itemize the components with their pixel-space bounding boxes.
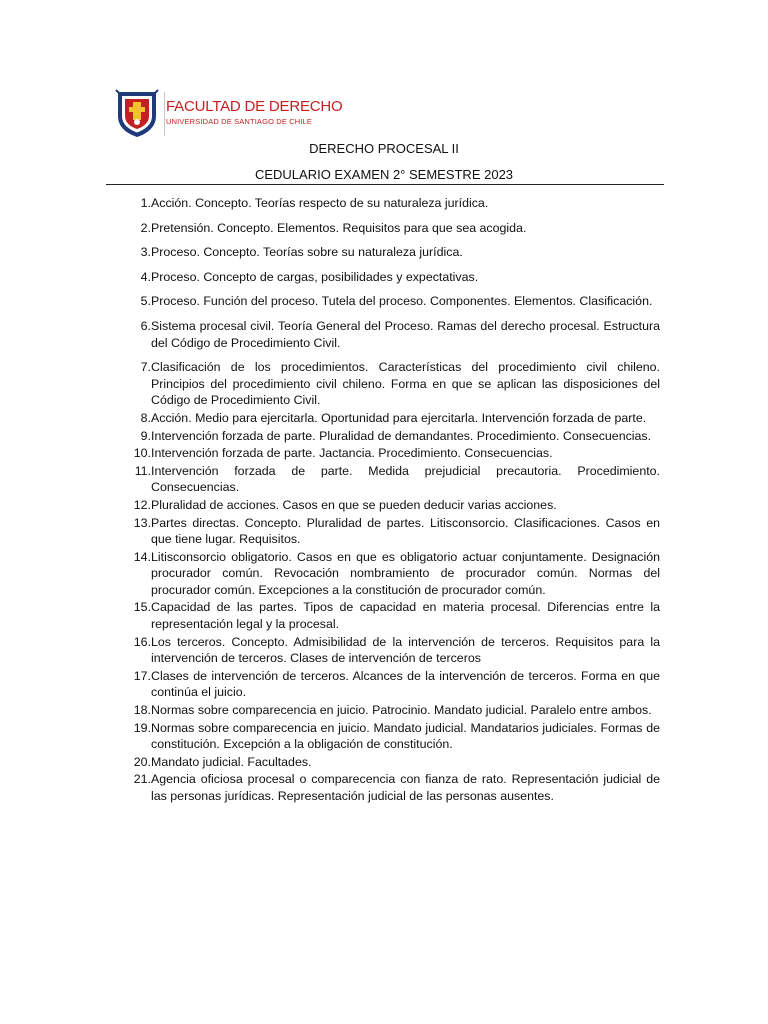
item-text: Proceso. Función del proceso. Tutela del proceso. Componentes. Elementos. Clasificación. bbox=[151, 294, 653, 309]
list-item bbox=[106, 515, 660, 548]
item-text: Acción. Concepto. Teorías respecto de su naturaleza jurídica. bbox=[151, 196, 489, 210]
item-number: 4. bbox=[140, 269, 151, 284]
item-text: Clases de intervención de terceros. Alcances de la intervención de terceros. Forma en que continúa el juicio. bbox=[151, 668, 660, 700]
list-item bbox=[106, 318, 660, 351]
list-item bbox=[106, 463, 660, 496]
list-item bbox=[106, 668, 660, 701]
list-item bbox=[106, 720, 660, 753]
list-item bbox=[106, 634, 660, 667]
item-text: Normas sobre comparecencia en juicio. Patrocinio. Mandato judicial. Paralelo entre ambos. bbox=[151, 703, 652, 718]
item-text: Normas sobre comparecencia en juicio. Mandato judicial. Mandatarios judiciales. Formas de constitución. Excepción a la obligación de constitución. bbox=[151, 720, 660, 752]
item-text: Mandato judicial. Facultades. bbox=[151, 754, 312, 769]
item-text: Pluralidad de acciones. Casos en que se pueden deducir varias acciones. bbox=[151, 497, 557, 512]
item-text: Clasificación de los procedimientos. Características del procedimiento civil chileno. Principios del procedimiento civil chileno. Forma en que se aplican las disposiciones del Código de Procedimiento Civil. bbox=[151, 360, 660, 408]
item-text: Partes directas. Concepto. Pluralidad de partes. Litisconsorcio. Clasificaciones. Casos en que tiene lugar. Requisitos. bbox=[151, 515, 660, 547]
item-number: 6. bbox=[140, 318, 151, 333]
item-text: Capacidad de las partes. Tipos de capacidad en materia procesal. Diferencias entre la representación legal y la procesal. bbox=[151, 600, 660, 632]
faculty-logo bbox=[108, 86, 343, 142]
item-number: 17. bbox=[133, 668, 151, 683]
item-number: 12. bbox=[133, 497, 151, 512]
list-item bbox=[106, 410, 660, 427]
item-text: Intervención forzada de parte. Medida prejudicial precautoria. Procedimiento. Consecuencias. bbox=[151, 463, 660, 495]
item-number: 2. bbox=[140, 220, 151, 235]
item-number: 5. bbox=[140, 294, 151, 309]
item-number: 15. bbox=[133, 600, 151, 615]
item-text: Pretensión. Concepto. Elementos. Requisitos para que sea acogida. bbox=[151, 220, 527, 235]
list-item bbox=[106, 269, 660, 286]
list-item bbox=[106, 428, 660, 445]
item-number: 11. bbox=[134, 463, 151, 478]
topic-list bbox=[106, 195, 660, 806]
item-number: 7. bbox=[140, 360, 151, 375]
logo-separator bbox=[164, 92, 165, 136]
item-number: 18. bbox=[133, 703, 151, 718]
list-item bbox=[106, 497, 660, 514]
logo-title: FACULTAD DE DERECHO bbox=[166, 98, 343, 115]
item-text: Litisconsorcio obligatorio. Casos en que es obligatorio actuar conjuntamente. Designación procurador común. Revocación nombramiento de procurador común. Normas del procurador común. Excepciones a la constitución de procurador común. bbox=[151, 549, 660, 597]
item-number: 20. bbox=[133, 754, 151, 769]
course-title: DERECHO PROCESAL II bbox=[309, 141, 459, 156]
item-number: 3. bbox=[140, 245, 151, 260]
item-number: 14. bbox=[133, 549, 151, 564]
item-number: 9. bbox=[140, 428, 151, 443]
item-number: 19. bbox=[133, 720, 151, 735]
item-number: 21. bbox=[133, 772, 151, 787]
item-number: 16. bbox=[133, 634, 151, 649]
list-item bbox=[106, 195, 660, 212]
list-item bbox=[106, 599, 660, 632]
header-rule bbox=[106, 184, 664, 185]
item-text: Intervención forzada de parte. Jactancia. Procedimiento. Consecuencias. bbox=[151, 446, 553, 461]
list-item bbox=[106, 445, 660, 462]
item-text: Acción. Medio para ejercitarla. Oportunidad para ejercitarla. Intervención forzada de parte. bbox=[151, 410, 647, 425]
list-item bbox=[106, 293, 660, 310]
item-text: Proceso. Concepto de cargas, posibilidades y expectativas. bbox=[151, 269, 479, 284]
item-text: Sistema procesal civil. Teoría General del Proceso. Ramas del derecho procesal. Estructura del Código de Procedimiento Civil. bbox=[151, 318, 660, 350]
item-number: 13. bbox=[133, 515, 151, 530]
list-item bbox=[106, 244, 660, 261]
list-item bbox=[106, 220, 660, 237]
item-number: 8. bbox=[140, 410, 151, 425]
item-text: Agencia oficiosa procesal o comparecencia con fianza de rato. Representación judicial de las personas jurídicas. Representación judicial de las personas ausentes. bbox=[151, 772, 660, 803]
item-number: 1. bbox=[140, 196, 151, 210]
item-text: Intervención forzada de parte. Pluralidad de demandantes. Procedimiento. Consecuencias. bbox=[151, 428, 652, 443]
item-text: Los terceros. Concepto. Admisibilidad de la intervención de terceros. Requisitos para la intervención de terceros. Clases de intervención de terceros bbox=[151, 634, 660, 666]
list-item bbox=[106, 359, 660, 409]
list-item bbox=[106, 702, 660, 719]
exam-title: CEDULARIO EXAMEN 2° SEMESTRE 2023 bbox=[254, 167, 514, 182]
item-text: Proceso. Concepto. Teorías sobre su naturaleza jurídica. bbox=[151, 245, 463, 260]
university-crest-icon bbox=[114, 88, 160, 138]
list-item bbox=[106, 754, 660, 771]
list-item bbox=[106, 549, 660, 599]
logo-subtitle: UNIVERSIDAD DE SANTIAGO DE CHILE bbox=[166, 117, 313, 126]
list-item bbox=[106, 771, 660, 804]
item-number: 10. bbox=[133, 446, 151, 461]
